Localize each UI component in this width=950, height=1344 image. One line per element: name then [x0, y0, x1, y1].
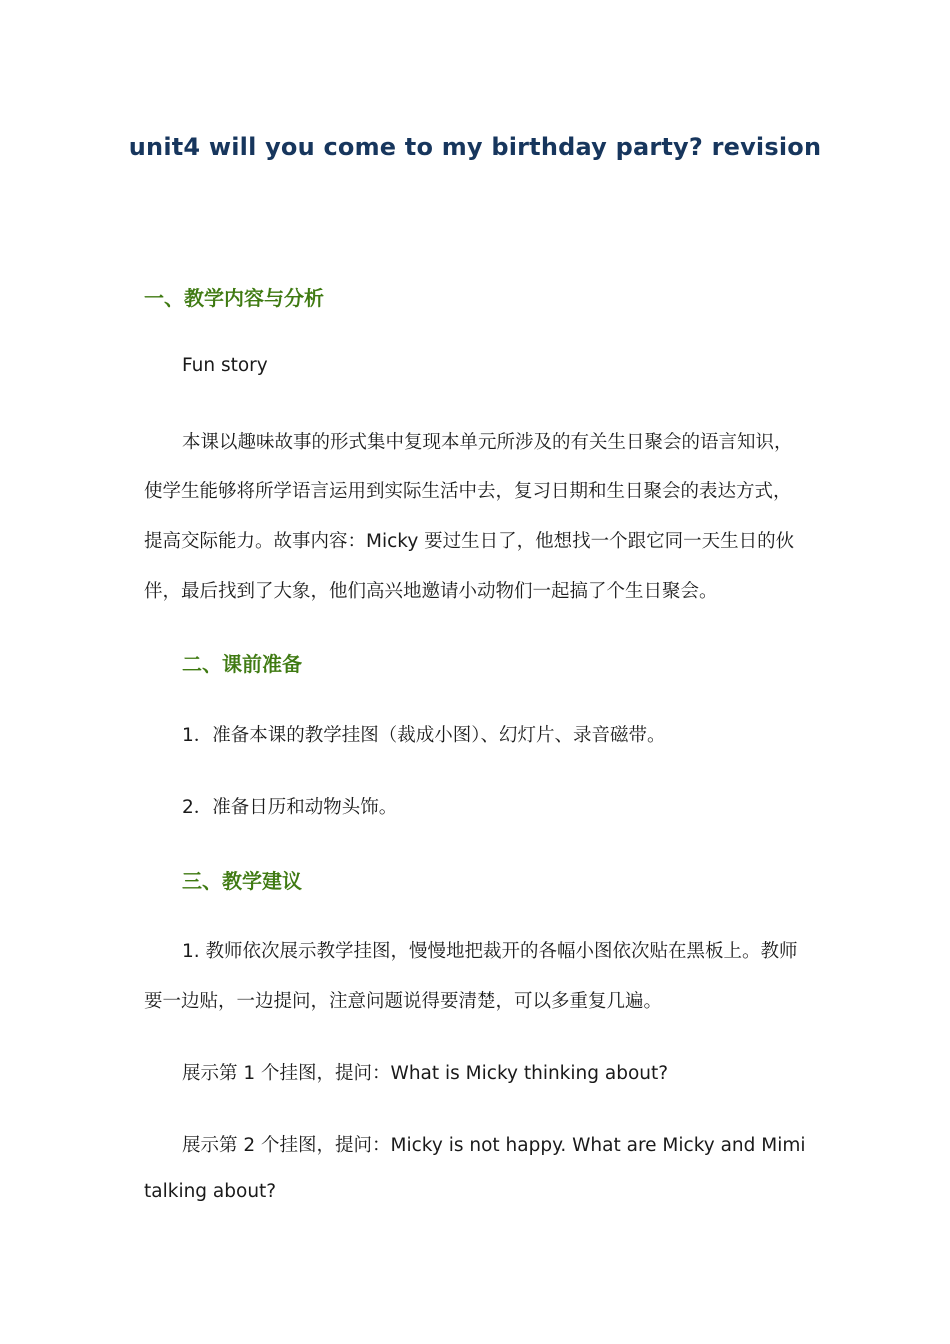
paragraph-line: 伴，最后找到了大象，他们高兴地邀请小动物们一起搞了个生日聚会。	[144, 581, 718, 602]
paragraph-line: 要一边贴，一边提问，注意问题说得要清楚，可以多重复几遍。	[144, 991, 663, 1012]
subtitle-fun-story: Fun story	[182, 355, 268, 376]
paragraph-line: 1. 教师依次展示教学挂图，慢慢地把裁开的各幅小图依次贴在黑板上。教师	[182, 941, 798, 962]
paragraph-line: talking about?	[144, 1181, 277, 1202]
paragraph-line: 展示第 2 个挂图，提问：Micky is not happy. What are Micky and Mimi	[182, 1135, 806, 1156]
paragraph-line: 使学生能够将所学语言运用到实际生活中去，复习日期和生日聚会的表达方式，	[144, 481, 792, 502]
section-heading-suggestions: 三、教学建议	[182, 869, 302, 893]
section-heading-content-analysis: 一、教学内容与分析	[144, 286, 324, 310]
document-title: unit4 will you come to my birthday party? revision	[128, 133, 822, 161]
paragraph-line: 展示第 1 个挂图，提问：What is Micky thinking about?	[182, 1063, 669, 1084]
paragraph-line: 提高交际能力。故事内容：Micky 要过生日了，他想找一个跟它同一天生日的伙	[144, 531, 795, 552]
section-heading-preparation: 二、课前准备	[182, 652, 302, 676]
paragraph-line: 本课以趣味故事的形式集中复现本单元所涉及的有关生日聚会的语言知识，	[182, 432, 793, 453]
list-item: 1．准备本课的教学挂图（裁成小图）、幻灯片、录音磁带。	[182, 725, 666, 746]
list-item: 2．准备日历和动物头饰。	[182, 797, 398, 818]
